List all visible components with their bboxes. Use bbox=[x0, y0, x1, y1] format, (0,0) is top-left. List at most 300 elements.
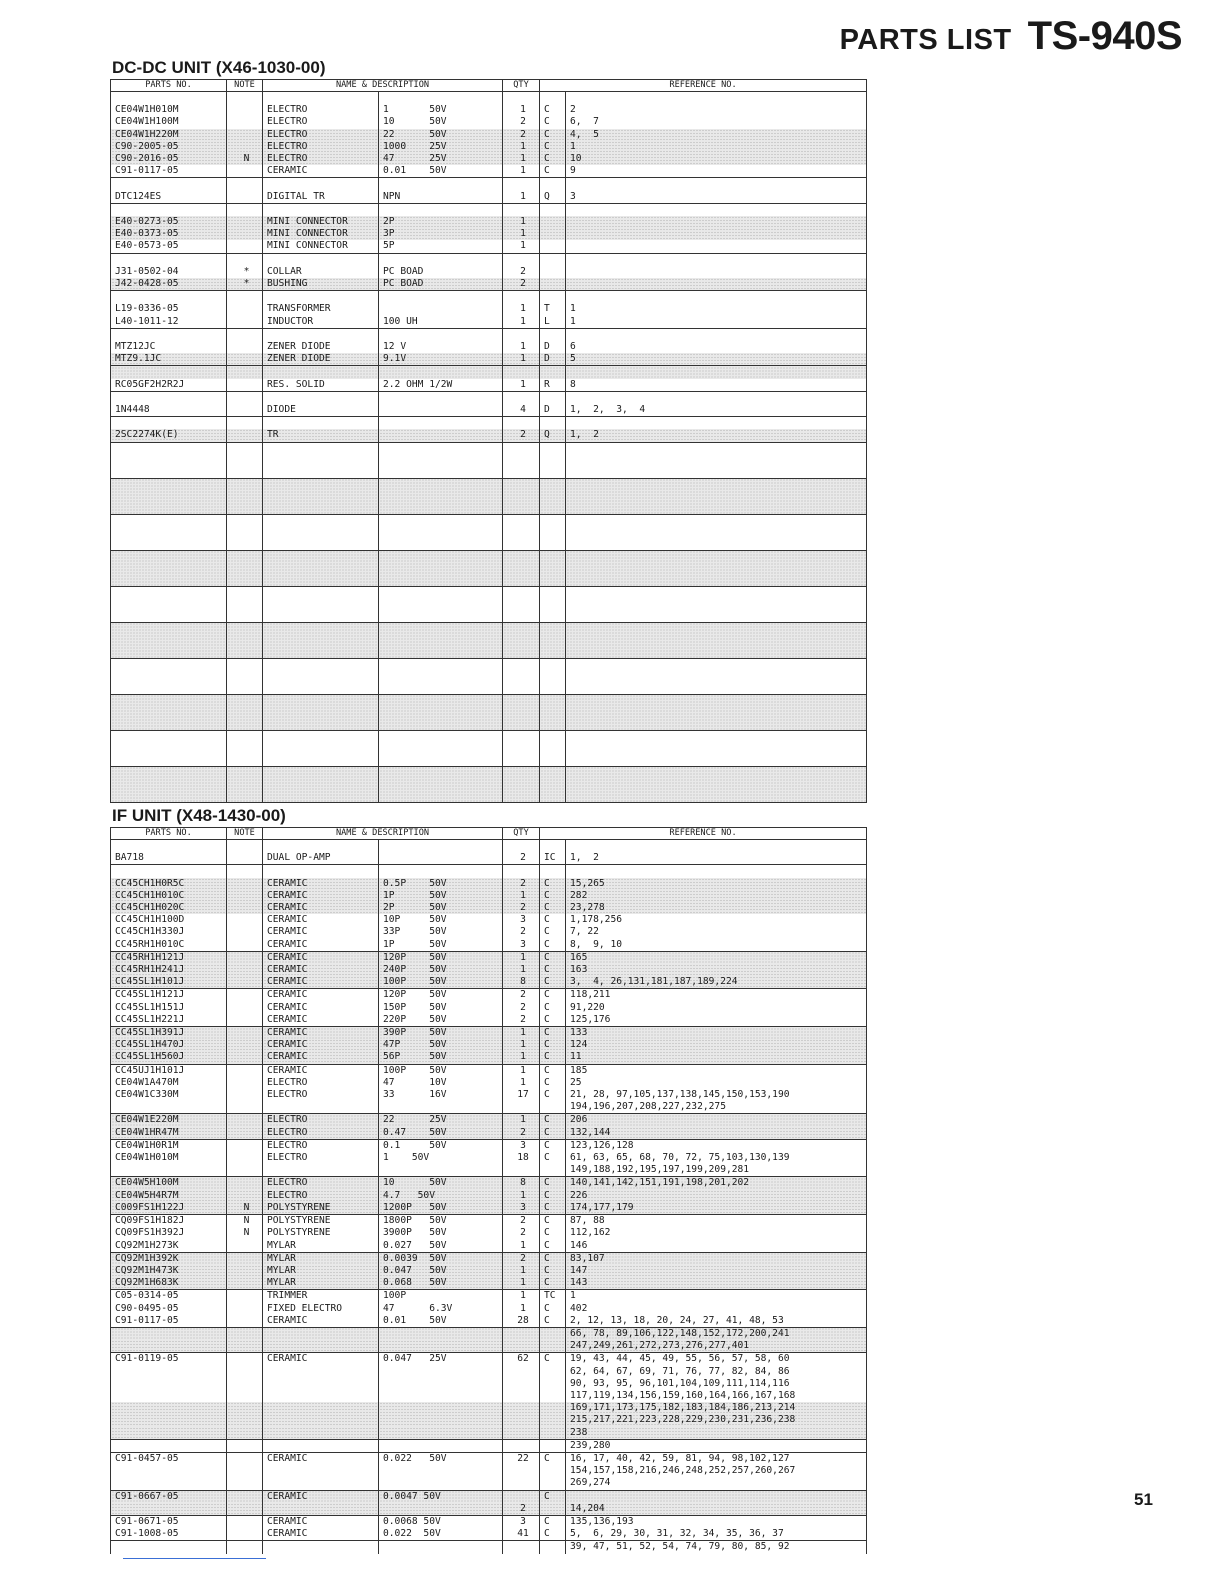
cell-description bbox=[379, 1439, 503, 1452]
table-row bbox=[111, 1340, 867, 1353]
cell-note bbox=[227, 429, 263, 442]
table-row bbox=[111, 165, 867, 178]
cell-ref-prefix bbox=[540, 366, 566, 379]
cell-note bbox=[227, 379, 263, 392]
cell-reference: 163 bbox=[566, 964, 867, 976]
cell-description bbox=[379, 1414, 503, 1426]
cell-parts-no: CE04W1H220M bbox=[111, 129, 227, 141]
cell-ref-prefix: C bbox=[540, 1515, 566, 1528]
cell-name: MYLAR bbox=[263, 1252, 379, 1265]
cell-ref-prefix: C bbox=[540, 878, 566, 890]
cell-description bbox=[379, 253, 503, 266]
table-row bbox=[111, 1366, 867, 1378]
cell-name: BUSHING bbox=[263, 278, 379, 291]
cell-reference: 143 bbox=[566, 1277, 867, 1290]
empty-row bbox=[111, 766, 867, 802]
cell-note bbox=[227, 1114, 263, 1127]
cell-ref-prefix: C bbox=[540, 1277, 566, 1290]
cell-reference: 7, 22 bbox=[566, 926, 867, 938]
cell-description: 0.01 50V bbox=[379, 165, 503, 178]
cell-ref-prefix: C bbox=[540, 1152, 566, 1164]
table-row bbox=[111, 1528, 867, 1541]
table-row bbox=[111, 1177, 867, 1190]
cell-ref-prefix: C bbox=[540, 1215, 566, 1228]
cell-parts-no: CC45SL1H101J bbox=[111, 976, 227, 989]
cell-parts-no bbox=[111, 1378, 227, 1390]
cell-reference bbox=[566, 253, 867, 266]
cell-note bbox=[227, 1139, 263, 1152]
cell-ref-prefix: C bbox=[540, 1227, 566, 1239]
table-row bbox=[111, 141, 867, 153]
cell-description: PC BOAD bbox=[379, 266, 503, 278]
table-row bbox=[111, 1002, 867, 1014]
cell-name: POLYSTYRENE bbox=[263, 1227, 379, 1239]
cell-parts-no bbox=[111, 178, 227, 191]
cell-description: 10 50V bbox=[379, 116, 503, 128]
table-row bbox=[111, 1490, 867, 1503]
col-qty: QTY bbox=[503, 828, 540, 840]
cell-parts-no: CQ92M1H683K bbox=[111, 1277, 227, 1290]
cell-parts-no: CE04W1H010M bbox=[111, 104, 227, 116]
cell-ref-prefix: C bbox=[540, 939, 566, 952]
table-row bbox=[111, 178, 867, 191]
cell-qty: 1 bbox=[503, 1290, 540, 1303]
cell-note bbox=[227, 1528, 263, 1541]
table-row bbox=[111, 1465, 867, 1477]
cell-qty: 1 bbox=[503, 353, 540, 366]
cell-description bbox=[379, 203, 503, 216]
cell-parts-no bbox=[111, 1503, 227, 1516]
cell-parts-no: C05-0314-05 bbox=[111, 1290, 227, 1303]
cell-ref-prefix bbox=[540, 1327, 566, 1340]
cell-qty: 1 bbox=[503, 1064, 540, 1077]
cell-qty: 2 bbox=[503, 1503, 540, 1516]
cell-parts-no bbox=[111, 1390, 227, 1402]
cell-reference: 185 bbox=[566, 1064, 867, 1077]
cell-description bbox=[379, 92, 503, 105]
cell-name: MYLAR bbox=[263, 1240, 379, 1253]
cell-name: CERAMIC bbox=[263, 878, 379, 890]
cell-description: 12 V bbox=[379, 341, 503, 353]
table-row bbox=[111, 1277, 867, 1290]
cell-name: CERAMIC bbox=[263, 1490, 379, 1503]
cell-name: ELECTRO bbox=[263, 141, 379, 153]
cell-ref-prefix bbox=[540, 1402, 566, 1414]
cell-qty: 1 bbox=[503, 964, 540, 976]
table-row bbox=[111, 1315, 867, 1328]
table-row bbox=[111, 429, 867, 442]
cell-qty: 2 bbox=[503, 1002, 540, 1014]
table-row bbox=[111, 902, 867, 914]
table-row bbox=[111, 1089, 867, 1101]
cell-note bbox=[227, 404, 263, 417]
cell-qty: 2 bbox=[503, 1227, 540, 1239]
cell-note bbox=[227, 1252, 263, 1265]
cell-description: 0.068 50V bbox=[379, 1277, 503, 1290]
cell-parts-no: C90-2005-05 bbox=[111, 141, 227, 153]
cell-reference: 2 bbox=[566, 104, 867, 116]
cell-note bbox=[227, 1265, 263, 1277]
cell-reference: 5, 6, 29, 30, 31, 32, 34, 35, 36, 37 bbox=[566, 1528, 867, 1541]
cell-qty bbox=[503, 1541, 540, 1554]
cell-qty bbox=[503, 1378, 540, 1390]
cell-parts-no bbox=[111, 417, 227, 430]
cell-name: CERAMIC bbox=[263, 914, 379, 926]
empty-row bbox=[111, 658, 867, 694]
cell-note bbox=[227, 914, 263, 926]
cell-parts-no: MTZ9.1JC bbox=[111, 353, 227, 366]
cell-ref-prefix: C bbox=[540, 1027, 566, 1040]
cell-reference: 215,217,221,223,228,229,230,231,236,238 bbox=[566, 1414, 867, 1426]
cell-qty: 3 bbox=[503, 1202, 540, 1215]
table-row bbox=[111, 1414, 867, 1426]
cell-ref-prefix: C bbox=[540, 1252, 566, 1265]
cell-parts-no: RC05GF2H2R2J bbox=[111, 379, 227, 392]
cell-parts-no: CC45CH1H100D bbox=[111, 914, 227, 926]
cell-ref-prefix bbox=[540, 240, 566, 253]
table-row bbox=[111, 116, 867, 128]
table-row bbox=[111, 1265, 867, 1277]
cell-note bbox=[227, 366, 263, 379]
cell-reference: 11 bbox=[566, 1051, 867, 1064]
cell-qty bbox=[503, 253, 540, 266]
cell-qty bbox=[503, 291, 540, 304]
cell-qty: 2 bbox=[503, 429, 540, 442]
cell-reference: 117,119,134,156,159,160,164,166,167,168 bbox=[566, 1390, 867, 1402]
cell-qty: 2 bbox=[503, 852, 540, 865]
cell-name: POLYSTYRENE bbox=[263, 1215, 379, 1228]
table-row bbox=[111, 1152, 867, 1164]
cell-name: CERAMIC bbox=[263, 1027, 379, 1040]
cell-name: CERAMIC bbox=[263, 1452, 379, 1465]
cell-ref-prefix bbox=[540, 278, 566, 291]
cell-ref-prefix: C bbox=[540, 890, 566, 902]
cell-reference: 1 bbox=[566, 303, 867, 315]
table-row bbox=[111, 316, 867, 329]
cell-parts-no bbox=[111, 1414, 227, 1426]
table-row bbox=[111, 1541, 867, 1554]
cell-qty bbox=[503, 1439, 540, 1452]
cell-name bbox=[263, 1465, 379, 1477]
cell-qty: 1 bbox=[503, 379, 540, 392]
table-row bbox=[111, 291, 867, 304]
cell-qty: 2 bbox=[503, 1215, 540, 1228]
cell-qty: 62 bbox=[503, 1353, 540, 1366]
table-row bbox=[111, 153, 867, 165]
cell-parts-no bbox=[111, 366, 227, 379]
cell-reference: 62, 64, 67, 69, 71, 76, 77, 82, 84, 86 bbox=[566, 1366, 867, 1378]
table-row bbox=[111, 278, 867, 291]
cell-name: ELECTRO bbox=[263, 116, 379, 128]
col-parts-no: PARTS NO. bbox=[111, 80, 227, 92]
table-row bbox=[111, 890, 867, 902]
cell-parts-no: CQ92M1H273K bbox=[111, 1240, 227, 1253]
table-row bbox=[111, 391, 867, 404]
cell-note bbox=[227, 964, 263, 976]
cell-ref-prefix bbox=[540, 391, 566, 404]
cell-parts-no: J42-0428-05 bbox=[111, 278, 227, 291]
table-row bbox=[111, 1064, 867, 1077]
cell-reference bbox=[566, 840, 867, 853]
empty-row bbox=[111, 514, 867, 550]
cell-reference: 123,126,128 bbox=[566, 1139, 867, 1152]
cell-ref-prefix: Q bbox=[540, 429, 566, 442]
cell-parts-no: E40-0273-05 bbox=[111, 216, 227, 228]
cell-qty bbox=[503, 865, 540, 878]
cell-parts-no: CC45CH1H0R5C bbox=[111, 878, 227, 890]
cell-description bbox=[379, 291, 503, 304]
cell-parts-no: CE04W1H100M bbox=[111, 116, 227, 128]
cell-note bbox=[227, 1378, 263, 1390]
cell-note bbox=[227, 92, 263, 105]
cell-qty: 3 bbox=[503, 1139, 540, 1152]
cell-reference: 112,162 bbox=[566, 1227, 867, 1239]
cell-ref-prefix: IC bbox=[540, 852, 566, 865]
cell-note bbox=[227, 865, 263, 878]
cell-note bbox=[227, 1303, 263, 1315]
cell-description: 22 25V bbox=[379, 1114, 503, 1127]
cell-note bbox=[227, 1101, 263, 1114]
cell-reference: 135,136,193 bbox=[566, 1515, 867, 1528]
cell-description: 1200P 50V bbox=[379, 1202, 503, 1215]
cell-reference: 14,204 bbox=[566, 1503, 867, 1516]
cell-parts-no: C91-0119-05 bbox=[111, 1353, 227, 1366]
cell-qty: 1 bbox=[503, 240, 540, 253]
cell-reference: 125,176 bbox=[566, 1014, 867, 1027]
cell-name bbox=[263, 291, 379, 304]
table-row bbox=[111, 1077, 867, 1089]
cell-ref-prefix: TC bbox=[540, 1290, 566, 1303]
cell-ref-prefix: C bbox=[540, 1353, 566, 1366]
cell-name: ELECTRO bbox=[263, 1190, 379, 1202]
cell-reference: 87, 88 bbox=[566, 1215, 867, 1228]
cell-reference bbox=[566, 203, 867, 216]
cell-description bbox=[379, 840, 503, 853]
cell-parts-no: CC45SL1H391J bbox=[111, 1027, 227, 1040]
cell-reference: 239,280 bbox=[566, 1439, 867, 1452]
cell-qty: 22 bbox=[503, 1452, 540, 1465]
cell-name bbox=[263, 1340, 379, 1353]
cell-note bbox=[227, 1490, 263, 1503]
cell-reference: 1, 2, 3, 4 bbox=[566, 404, 867, 417]
cell-ref-prefix: L bbox=[540, 316, 566, 329]
cell-ref-prefix bbox=[540, 417, 566, 430]
cell-description bbox=[379, 1378, 503, 1390]
cell-description: 9.1V bbox=[379, 353, 503, 366]
cell-ref-prefix: C bbox=[540, 1077, 566, 1089]
cell-parts-no: E40-0373-05 bbox=[111, 228, 227, 240]
cell-note bbox=[227, 1164, 263, 1177]
cell-description: 0.022 50V bbox=[379, 1452, 503, 1465]
cell-qty bbox=[503, 178, 540, 191]
cell-note bbox=[227, 1402, 263, 1414]
cell-description bbox=[379, 1427, 503, 1440]
cell-name: CERAMIC bbox=[263, 1051, 379, 1064]
cell-name: CERAMIC bbox=[263, 890, 379, 902]
cell-name: CERAMIC bbox=[263, 964, 379, 976]
cell-ref-prefix: C bbox=[540, 1177, 566, 1190]
cell-name bbox=[263, 1101, 379, 1114]
cell-description: 3P bbox=[379, 228, 503, 240]
cell-ref-prefix bbox=[540, 1477, 566, 1490]
table-row bbox=[111, 1202, 867, 1215]
cell-name bbox=[263, 178, 379, 191]
table-row bbox=[111, 253, 867, 266]
cell-qty: 2 bbox=[503, 278, 540, 291]
cell-parts-no bbox=[111, 1477, 227, 1490]
cell-reference: 147 bbox=[566, 1265, 867, 1277]
table-row bbox=[111, 1452, 867, 1465]
cell-note bbox=[227, 104, 263, 116]
cell-parts-no: C91-0671-05 bbox=[111, 1515, 227, 1528]
cell-reference: 165 bbox=[566, 951, 867, 964]
cell-description: 0.047 50V bbox=[379, 1265, 503, 1277]
cell-ref-prefix bbox=[540, 253, 566, 266]
cell-reference: 174,177,179 bbox=[566, 1202, 867, 1215]
cell-parts-no: CC45CH1H330J bbox=[111, 926, 227, 938]
cell-description bbox=[379, 1327, 503, 1340]
cell-parts-no bbox=[111, 1340, 227, 1353]
cell-description: 47 25V bbox=[379, 153, 503, 165]
cell-parts-no: CE04W1C330M bbox=[111, 1089, 227, 1101]
cell-qty: 1 bbox=[503, 1051, 540, 1064]
cell-name: ZENER DIODE bbox=[263, 353, 379, 366]
cell-name: ELECTRO bbox=[263, 1114, 379, 1127]
cell-description: PC BOAD bbox=[379, 278, 503, 291]
cell-name: ELECTRO bbox=[263, 129, 379, 141]
cell-qty: 3 bbox=[503, 914, 540, 926]
cell-ref-prefix: C bbox=[540, 1240, 566, 1253]
cell-parts-no: L19-0336-05 bbox=[111, 303, 227, 315]
cell-parts-no: MTZ12JC bbox=[111, 341, 227, 353]
cell-ref-prefix: C bbox=[540, 104, 566, 116]
table-row bbox=[111, 266, 867, 278]
cell-note bbox=[227, 1327, 263, 1340]
cell-reference: 238 bbox=[566, 1427, 867, 1440]
cell-qty: 4 bbox=[503, 404, 540, 417]
cell-name: TR bbox=[263, 429, 379, 442]
cell-ref-prefix: C bbox=[540, 141, 566, 153]
cell-qty: 8 bbox=[503, 1177, 540, 1190]
cell-note bbox=[227, 1414, 263, 1426]
cell-name: DIODE bbox=[263, 404, 379, 417]
cell-description bbox=[379, 328, 503, 341]
cell-reference: 1 bbox=[566, 316, 867, 329]
cell-parts-no: C009FS1H122J bbox=[111, 1202, 227, 1215]
cell-ref-prefix bbox=[540, 1503, 566, 1516]
cell-description: 1 50V bbox=[379, 1152, 503, 1164]
cell-ref-prefix: C bbox=[540, 129, 566, 141]
cell-description bbox=[379, 1340, 503, 1353]
cell-name: DIGITAL TR bbox=[263, 191, 379, 204]
cell-reference: 169,171,173,175,182,183,184,186,213,214 bbox=[566, 1402, 867, 1414]
cell-description bbox=[379, 1477, 503, 1490]
cell-ref-prefix bbox=[540, 1340, 566, 1353]
cell-ref-prefix bbox=[540, 328, 566, 341]
cell-parts-no: BA718 bbox=[111, 852, 227, 865]
cell-reference: 3 bbox=[566, 191, 867, 204]
cell-parts-no: C91-1008-05 bbox=[111, 1528, 227, 1541]
table-row bbox=[111, 1101, 867, 1114]
cell-qty: 1 bbox=[503, 951, 540, 964]
cell-description: 1P 50V bbox=[379, 890, 503, 902]
cell-name: ELECTRO bbox=[263, 1127, 379, 1140]
cell-parts-no: C90-0495-05 bbox=[111, 1303, 227, 1315]
cell-ref-prefix bbox=[540, 1465, 566, 1477]
cell-qty: 1 bbox=[503, 1303, 540, 1315]
cell-note bbox=[227, 228, 263, 240]
cell-name: CERAMIC bbox=[263, 976, 379, 989]
cell-qty: 1 bbox=[503, 1027, 540, 1040]
cell-ref-prefix bbox=[540, 92, 566, 105]
cell-name: ELECTRO bbox=[263, 1089, 379, 1101]
if-unit-title: IF UNIT (X48-1430-00) bbox=[112, 806, 286, 825]
cell-parts-no: C91-0457-05 bbox=[111, 1452, 227, 1465]
cell-qty bbox=[503, 1414, 540, 1426]
cell-ref-prefix bbox=[540, 178, 566, 191]
cell-note bbox=[227, 976, 263, 989]
page-number: 51 bbox=[1134, 1490, 1153, 1509]
cell-note bbox=[227, 1064, 263, 1077]
cell-ref-prefix: C bbox=[540, 951, 566, 964]
cell-parts-no: CE04W1E220M bbox=[111, 1114, 227, 1127]
cell-qty: 2 bbox=[503, 266, 540, 278]
table-row bbox=[111, 1139, 867, 1152]
cell-qty: 1 bbox=[503, 216, 540, 228]
cell-note bbox=[227, 391, 263, 404]
table-row bbox=[111, 1427, 867, 1440]
cell-name: MINI CONNECTOR bbox=[263, 216, 379, 228]
cell-ref-prefix: C bbox=[540, 153, 566, 165]
cell-description bbox=[379, 865, 503, 878]
table-row bbox=[111, 216, 867, 228]
cell-description bbox=[379, 429, 503, 442]
cell-description bbox=[379, 1366, 503, 1378]
cell-name: RES. SOLID bbox=[263, 379, 379, 392]
cell-ref-prefix: C bbox=[540, 1190, 566, 1202]
cell-parts-no: C91-0117-05 bbox=[111, 1315, 227, 1328]
cell-note bbox=[227, 1390, 263, 1402]
cell-qty: 41 bbox=[503, 1528, 540, 1541]
cell-note: N bbox=[227, 153, 263, 165]
cell-qty: 2 bbox=[503, 1252, 540, 1265]
model-number: TS-940S bbox=[1027, 14, 1182, 58]
cell-ref-prefix: C bbox=[540, 976, 566, 989]
cell-note bbox=[227, 417, 263, 430]
cell-reference: 10 bbox=[566, 153, 867, 165]
cell-ref-prefix: C bbox=[540, 1064, 566, 1077]
cell-qty: 2 bbox=[503, 129, 540, 141]
table-row bbox=[111, 92, 867, 105]
cell-qty: 1 bbox=[503, 1277, 540, 1290]
if-parts-table bbox=[110, 827, 867, 1554]
cell-note bbox=[227, 1002, 263, 1014]
cell-parts-no: CC45SL1H470J bbox=[111, 1039, 227, 1051]
cell-reference bbox=[566, 366, 867, 379]
cell-name: CERAMIC bbox=[263, 165, 379, 178]
cell-parts-no bbox=[111, 92, 227, 105]
cell-qty: 3 bbox=[503, 939, 540, 952]
cell-name: TRIMMER bbox=[263, 1290, 379, 1303]
cell-description: 120P 50V bbox=[379, 989, 503, 1002]
cell-parts-no: CE04W5H4R7M bbox=[111, 1190, 227, 1202]
cell-name: MYLAR bbox=[263, 1277, 379, 1290]
cell-reference: 133 bbox=[566, 1027, 867, 1040]
dcdc-unit-title: DC-DC UNIT (X46-1030-00) bbox=[112, 58, 326, 77]
cell-qty: 2 bbox=[503, 116, 540, 128]
cell-reference: 16, 17, 40, 42, 59, 81, 94, 98,102,127 bbox=[566, 1452, 867, 1465]
cell-description: 100 UH bbox=[379, 316, 503, 329]
